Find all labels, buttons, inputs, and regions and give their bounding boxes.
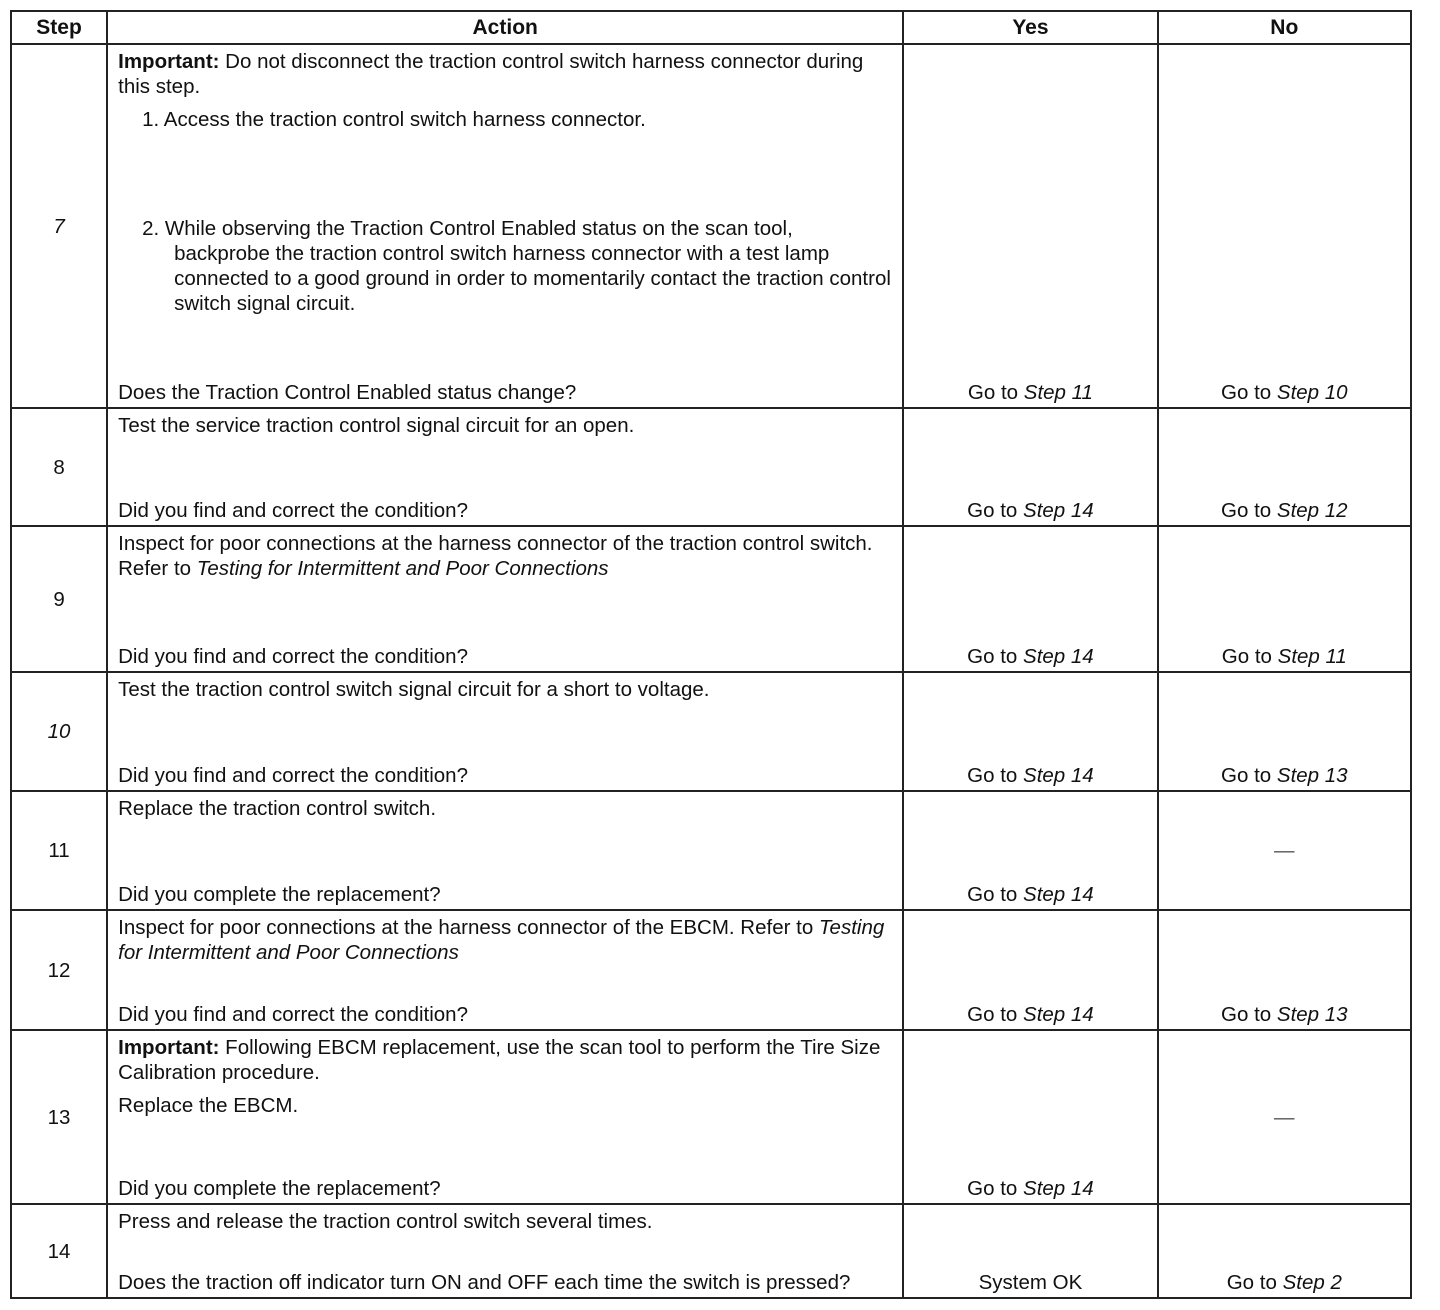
- header-row: [11, 11, 1411, 44]
- step-number: 10: [11, 672, 107, 791]
- action-text: [118, 531, 892, 581]
- question: Does the Traction Control Enabled status change?: [118, 381, 577, 404]
- go-to-label: Go to: [1221, 1003, 1277, 1026]
- go-to-label: Go to: [967, 764, 1024, 787]
- step-number: 7: [11, 44, 107, 408]
- step-link[interactable]: Step 14: [1023, 1003, 1094, 1026]
- step-link[interactable]: Step 2: [1282, 1271, 1342, 1294]
- question: Did you complete the replacement?: [118, 883, 441, 906]
- list-item: 1. Access the traction control switch harness connector.: [142, 108, 646, 131]
- action-cell: [107, 672, 903, 791]
- question: Did you find and correct the condition?: [118, 1003, 468, 1026]
- no-cell: —: [1158, 791, 1411, 910]
- no-cell: [1158, 672, 1411, 791]
- go-to-label: Go to: [967, 1177, 1024, 1200]
- action-cell: [107, 408, 903, 526]
- go-to-label: Go to: [967, 499, 1024, 522]
- yes-cell: System OK: [903, 1204, 1157, 1298]
- question: Did you find and correct the condition?: [118, 764, 468, 787]
- action-cell: [107, 910, 903, 1030]
- important-text: Do not disconnect the traction control switch harness connector during this step.: [118, 50, 864, 98]
- step-link[interactable]: Step 13: [1276, 1003, 1348, 1026]
- header-action: Action: [107, 11, 903, 44]
- important-text: Following EBCM replacement, use the scan tool to perform the Tire Size Calibration procedure.: [118, 1036, 881, 1084]
- header-yes: Yes: [903, 11, 1157, 44]
- action-text: Press and release the traction control switch several times.: [118, 1210, 653, 1233]
- table-row: [11, 672, 1411, 791]
- yes-cell: [903, 526, 1157, 672]
- action-text: Replace the traction control switch.: [118, 797, 437, 820]
- action-cell: [107, 1204, 903, 1298]
- action-text: [118, 915, 892, 965]
- step-link[interactable]: Step 12: [1276, 499, 1348, 522]
- question: Does the traction off indicator turn ON and OFF each time the switch is pressed?: [118, 1271, 851, 1294]
- step-link[interactable]: Step 14: [1023, 883, 1094, 906]
- go-to-label: Go to: [967, 381, 1024, 404]
- no-cell: —: [1158, 1030, 1411, 1204]
- go-to-label: Go to: [1221, 381, 1277, 404]
- go-to-label: Go to: [1221, 645, 1278, 668]
- no-cell: [1158, 910, 1411, 1030]
- no-cell: [1158, 1204, 1411, 1298]
- step-link[interactable]: Step 14: [1023, 499, 1094, 522]
- step-number: 11: [11, 791, 107, 910]
- step-number: 12: [11, 910, 107, 1030]
- table-row: [11, 1204, 1411, 1298]
- important-label: Important:: [118, 50, 220, 73]
- important-label: Important:: [118, 1036, 220, 1059]
- yes-cell: [903, 408, 1157, 526]
- yes-cell: [903, 910, 1157, 1030]
- important-note: [118, 1035, 892, 1085]
- action-cell: [107, 1030, 903, 1204]
- go-to-label: Go to: [1221, 764, 1277, 787]
- go-to-label: Go to: [1226, 1271, 1283, 1294]
- action-text: Replace the EBCM.: [118, 1094, 299, 1117]
- go-to-label: Go to: [967, 1003, 1024, 1026]
- question: Did you complete the replacement?: [118, 1177, 441, 1200]
- table-row: [11, 526, 1411, 672]
- step-link[interactable]: Step 13: [1276, 764, 1348, 787]
- no-cell: [1158, 408, 1411, 526]
- step-link[interactable]: Step 14: [1023, 764, 1094, 787]
- step-link[interactable]: Step 11: [1023, 381, 1093, 404]
- diagnostic-table: [10, 10, 1412, 1299]
- important-note: [118, 49, 892, 99]
- action-cell: [107, 44, 903, 408]
- table-row: [11, 44, 1411, 408]
- step-link[interactable]: Step 14: [1023, 645, 1094, 668]
- action-text: Test the traction control switch signal circuit for a short to voltage.: [118, 678, 710, 701]
- action-cell: [107, 526, 903, 672]
- header-step: Step: [11, 11, 107, 44]
- yes-cell: [903, 1030, 1157, 1204]
- step-number: 9: [11, 526, 107, 672]
- table-row: [11, 910, 1411, 1030]
- action-text-body: Inspect for poor connections at the harness connector of the traction control switch. Refer to: [118, 532, 873, 580]
- reference-link[interactable]: Testing for Intermittent and Poor Connections: [196, 557, 609, 580]
- table-row: [11, 408, 1411, 526]
- list-item: 2. While observing the Traction Control Enabled status on the scan tool, backprobe the traction control switch harness connector with a test lamp connected to a good ground in order to momentarily contact the traction control switch signal circuit.: [142, 217, 891, 315]
- step-link[interactable]: Step 14: [1023, 1177, 1094, 1200]
- step-number: 13: [11, 1030, 107, 1204]
- yes-cell: [903, 791, 1157, 910]
- step-number: 8: [11, 408, 107, 526]
- table-row: [11, 1030, 1411, 1204]
- reference-link[interactable]: Testing for Intermittent and Poor Connections: [118, 916, 885, 964]
- question: Did you find and correct the condition?: [118, 499, 468, 522]
- yes-cell: [903, 44, 1157, 408]
- step-link[interactable]: Step 11: [1277, 645, 1347, 668]
- action-text-body: Inspect for poor connections at the harness connector of the EBCM. Refer to: [118, 916, 819, 939]
- header-no: No: [1158, 11, 1411, 44]
- yes-cell: [903, 672, 1157, 791]
- go-to-label: Go to: [1221, 499, 1277, 522]
- action-text: Test the service traction control signal circuit for an open.: [118, 414, 635, 437]
- go-to-label: Go to: [967, 883, 1024, 906]
- step-number: 14: [11, 1204, 107, 1298]
- table-row: [11, 791, 1411, 910]
- question: Did you find and correct the condition?: [118, 645, 468, 668]
- no-cell: [1158, 44, 1411, 408]
- step-link[interactable]: Step 10: [1276, 381, 1348, 404]
- go-to-label: Go to: [967, 645, 1024, 668]
- action-cell: [107, 791, 903, 910]
- no-cell: [1158, 526, 1411, 672]
